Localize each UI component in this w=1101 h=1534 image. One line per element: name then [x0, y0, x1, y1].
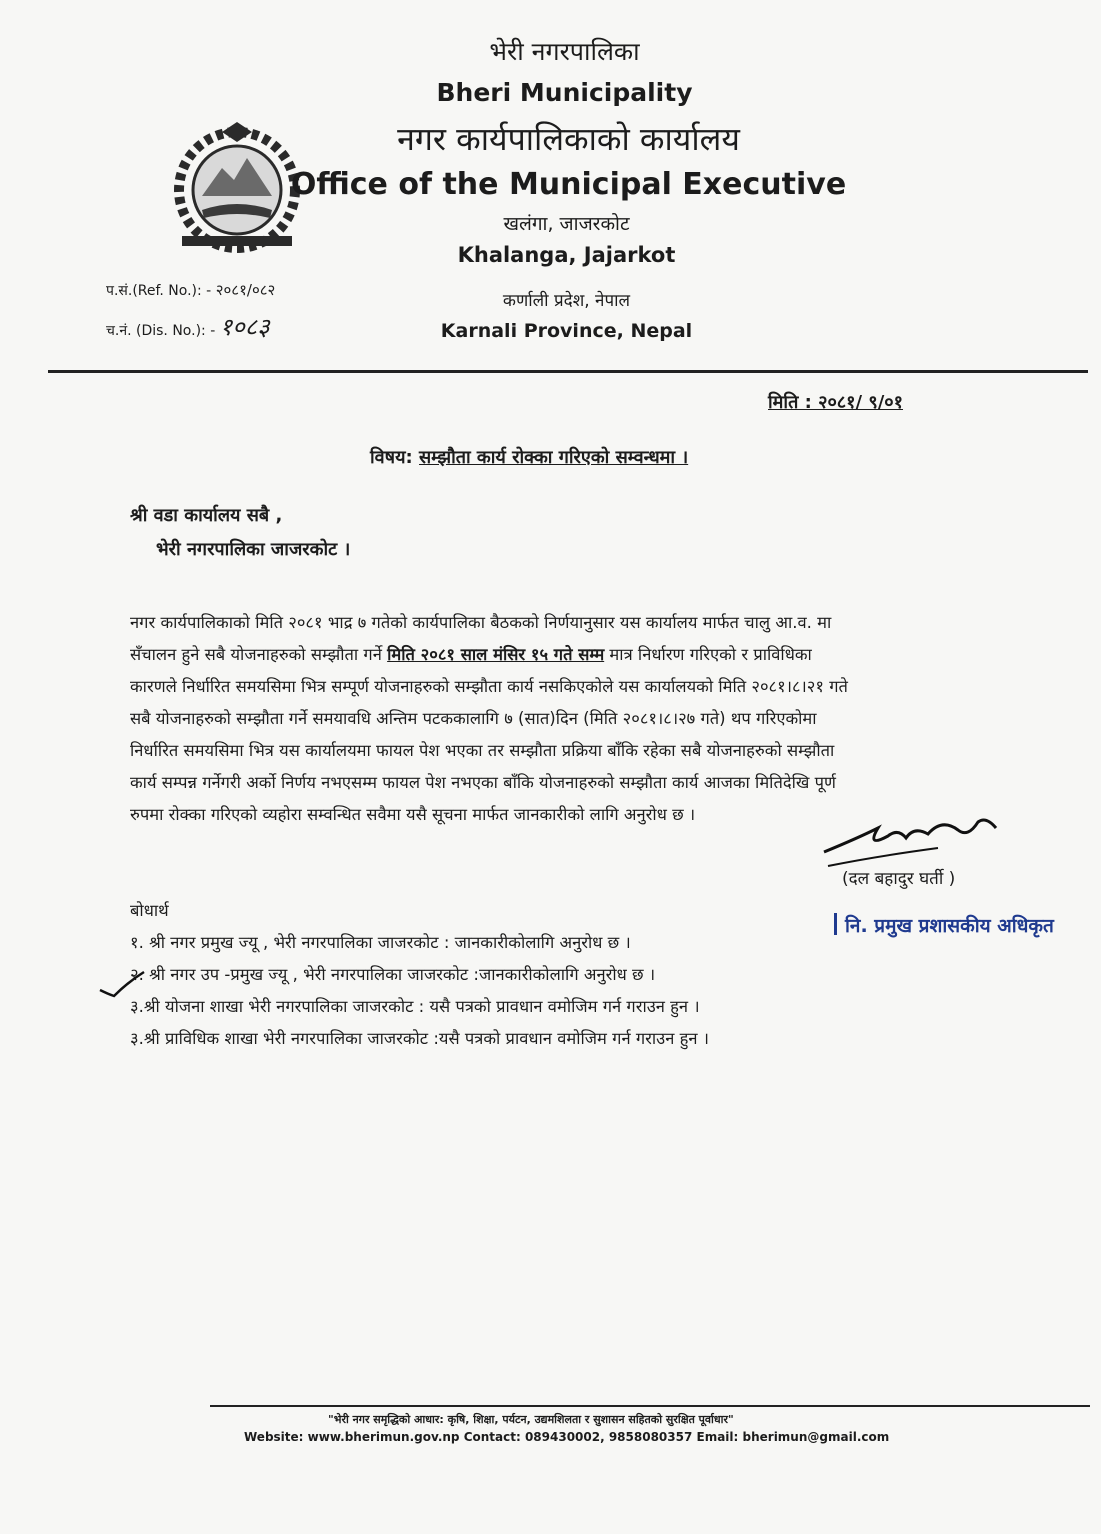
signatory-name: (दल बहादुर घर्ती ): [842, 869, 956, 889]
body-line: निर्धारित समयसिमा भित्र यस कार्यालयमा फायल पेश भएका तर सम्झौता प्रक्रिया बाँकि रहेका सबै योजनाहरुको सम्झौता: [130, 741, 835, 760]
body-line: सबै योजनाहरुको सम्झौता गर्ने समयावधि अन्तिम पटककालागि ७ (सात)दिन (मिति २०८१।८।२७ गते) थप गरिएकोमा: [130, 709, 817, 728]
dispatch-number: [106, 310, 270, 343]
subject-label: विषय:: [370, 447, 413, 468]
check-mark-icon: [98, 968, 148, 998]
org-name-nepali: भेरी नगरपालिका: [489, 37, 640, 66]
office-name-nepali: नगर कार्यपालिकाको कार्यालय: [397, 120, 740, 158]
dis-label: च.नं. (Dis. No.): -: [106, 323, 216, 339]
body-line: [130, 642, 812, 665]
designation-text: नि. प्रमुख प्रशासकीय अधिकृत: [845, 915, 1054, 937]
body-line: कार्य सम्पन्न गर्नेगरी अर्को निर्णय नभएसम्म फायल पेश नभएका बाँकि योजनाहरुको सम्झौता कार्य आजका मितिदेखि पूर्ण: [130, 773, 836, 792]
letter-date: मिति : २०८१/ ९/०१: [768, 392, 904, 413]
cc-item: १. श्री नगर प्रमुख ज्यू , भेरी नगरपालिका जाजरकोट : जानकारीकोलागि अनुरोध छ ।: [130, 933, 631, 952]
cc-item: ३.श्री प्राविधिक शाखा भेरी नगरपालिका जाजरकोट :यसै पत्रको प्रावधान वमोजिम गर्न गराउन हुन ।: [130, 1029, 710, 1048]
body-text: सँचालन हुने सबै योजनाहरुको सम्झौता गर्ने: [130, 645, 388, 664]
body-text: मात्र निर्धारण गरिएको र प्राविधिका: [604, 645, 812, 664]
dis-value: १०८३: [219, 313, 270, 341]
ref-label: प.सं.(Ref. No.): -: [106, 283, 212, 299]
place-nepali: खलंगा, जाजरकोट: [503, 213, 630, 235]
reference-number: [106, 280, 275, 300]
subject-text: सम्झौता कार्य रोक्का गरिएको सम्वन्धमा ।: [419, 447, 689, 468]
header-divider: [48, 370, 1088, 373]
footer-slogan: "भेरी नगर समृद्धिको आधार: कृषि, शिक्षा, पर्यटन, उद्यमशिलता र सुशासन सहितको सुरक्षित पूर्वाधार": [328, 1413, 734, 1426]
ref-value: २०८१/०८२: [215, 281, 276, 299]
signatory-designation: [834, 912, 1054, 938]
addressee-line-2: भेरी नगरपालिका जाजरकोट ।: [156, 539, 351, 560]
stamp-bar: [834, 913, 837, 935]
footer-divider: [210, 1405, 1090, 1407]
place-english: Khalanga, Jajarkot: [457, 243, 676, 267]
province-nepali: कर्णाली प्रदेश, नेपाल: [502, 291, 631, 311]
cc-title: बोधार्थ: [130, 901, 169, 920]
body-line: रुपमा रोक्का गरिएको व्यहोरा सम्वन्धित सवैमा यसै सूचना मार्फत जानकारीको लागि अनुरोध छ ।: [130, 805, 696, 824]
body-line: कारणले निर्धारित समयसिमा भित्र सम्पूर्ण योजनाहरुको सम्झौता कार्य नसकिएकोले यस कार्यालयको मिति २०८१।८।२१ गते: [130, 677, 848, 696]
footer-contact: Website: www.bherimun.gov.np Contact: 089430002, 9858080357 Email: bherimun@gmail.com: [244, 1430, 890, 1444]
org-name-english: Bheri Municipality: [436, 78, 693, 107]
cc-item: ३.श्री योजना शाखा भेरी नगरपालिका जाजरकोट : यसै पत्रको प्रावधान वमोजिम गर्न गराउन हुन ।: [130, 997, 700, 1016]
cc-item: २. श्री नगर उप -प्रमुख ज्यू , भेरी नगरपालिका जाजरकोट :जानकारीकोलागि अनुरोध छ ।: [130, 965, 656, 984]
deadline-highlight: मिति २०८१ साल मंसिर १५ गते सम्म: [387, 645, 605, 664]
province-english: Karnali Province, Nepal: [440, 320, 693, 342]
addressee-line-1: श्री वडा कार्यालय सबै ,: [130, 505, 283, 526]
office-name-english: Office of the Municipal Executive: [290, 167, 847, 202]
subject-line: [370, 445, 688, 469]
body-line: नगर कार्यपालिकाको मिति २०८१ भाद्र ७ गतेको कार्यपालिका बैठकको निर्णयानुसार यस कार्यालय मार्फत चालु आ.व. मा: [130, 613, 832, 632]
